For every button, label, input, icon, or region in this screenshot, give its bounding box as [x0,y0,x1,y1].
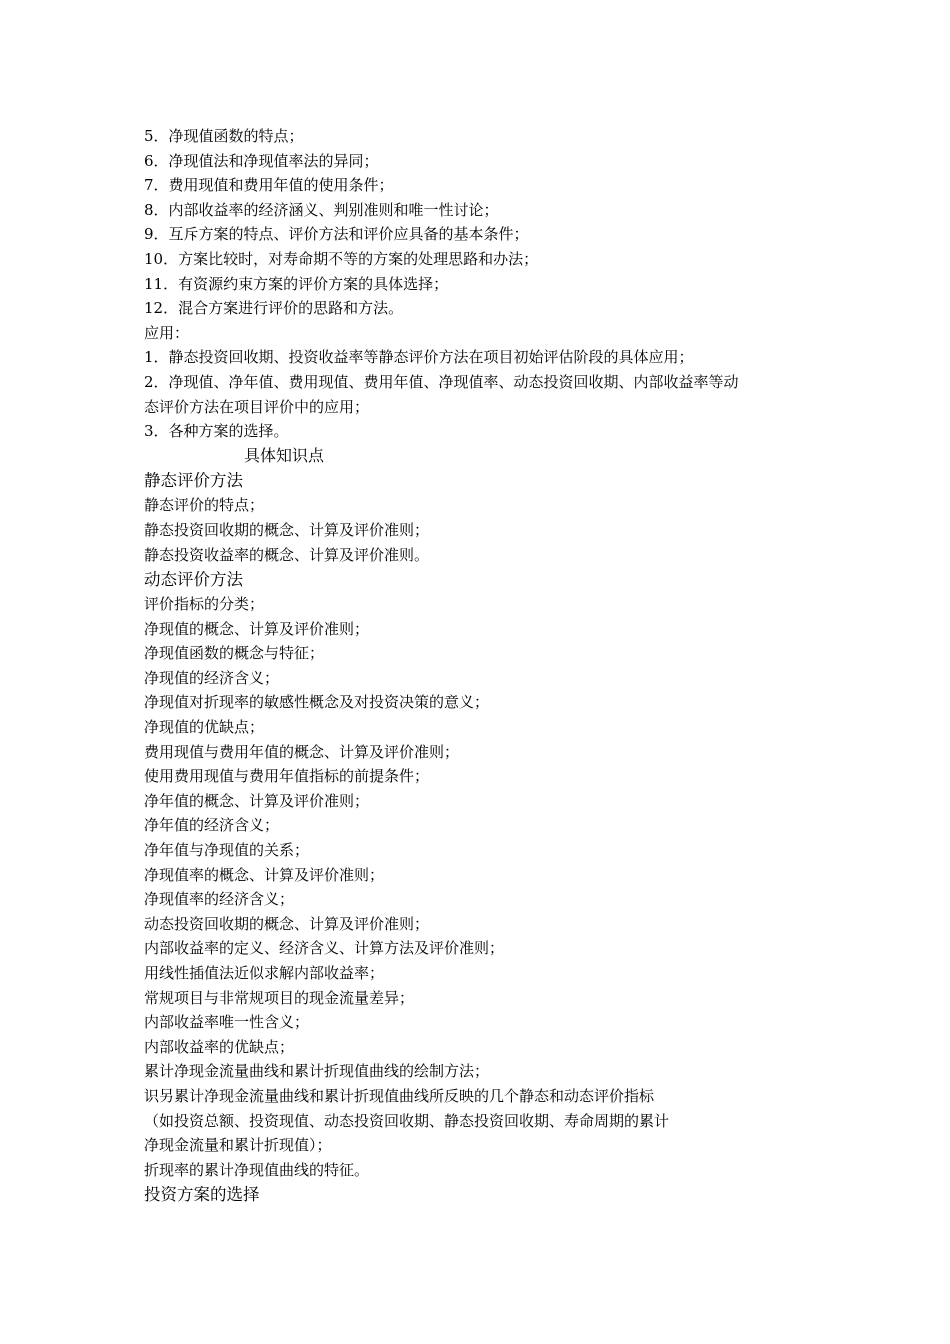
list-item: 10．方案比较时，对寿命期不等的方案的处理思路和办法； [144,249,539,268]
list-item: 用线性插值法近似求解内部收益率； [144,964,385,982]
list-item: 8．内部收益率的经济涵义、判别准则和唯一性讨论； [144,200,499,219]
list-item: 静态投资回收期的概念、计算及评价准则； [144,520,430,539]
understanding-list [144,124,824,321]
list-item: 累计净现金流量曲线和累计折现值曲线的绘制方法； [144,1062,490,1081]
list-item: 7．费用现值和费用年值的使用条件； [144,176,394,195]
list-item: 6．净现值法和净现值率法的异同； [144,151,379,170]
list-item: 净年值的经济含义； [144,816,280,835]
list-item: 5．净现值函数的特点； [144,127,304,145]
list-item: 1．静态投资回收期、投资收益率等静态评价方法在项目初始评估阶段的具体应用； [144,348,694,367]
list-item: 识另累计净现金流量曲线和累计折现值曲线所反映的几个静态和动态评价指标 [144,1086,655,1105]
list-item: 态评价方法在项目评价中的应用； [144,397,370,416]
list-item: 9．互斥方案的特点、评价方法和评价应具备的基本条件； [144,225,529,244]
list-item: 内部收益率唯一性含义； [144,1013,310,1032]
list-item: 静态评价的特点； [144,496,265,515]
dynamic-section-heading: 动态评价方法 [144,570,243,590]
list-item: 费用现值与费用年值的概念、计算及评价准则； [144,742,460,761]
list-item: 净现值率的经济含义； [144,890,295,909]
list-item: 2．净现值、净年值、费用现值、费用年值、净现值率、动态投资回收期、内部收益率等动 [144,372,739,391]
list-item: 净年值与净现值的关系； [144,841,310,860]
document-page [144,124,824,1207]
investment-section-heading: 投资方案的选择 [144,1185,260,1205]
list-item: 净现值的概念、计算及评价准则； [144,619,370,638]
list-item: 12．混合方案进行评价的思路和方法。 [144,299,404,318]
dynamic-section-list [144,592,824,1182]
application-label: 应用： [144,323,190,342]
static-section-list [144,493,824,567]
list-item: 使用费用现值与费用年值指标的前提条件； [144,767,430,786]
application-list [144,345,824,443]
list-item: 评价指标的分类； [144,595,265,614]
list-item: 净现值函数的概念与特征； [144,644,325,663]
list-item: 内部收益率的优缺点； [144,1037,295,1056]
list-item: 折现率的累计净现值曲线的特征。 [144,1160,370,1179]
list-item: （如投资总额、投资现值、动态投资回收期、静态投资回收期、寿命周期的累计 [144,1111,670,1130]
list-item: 净年值的概念、计算及评价准则； [144,791,370,810]
list-item: 净现值率的概念、计算及评价准则； [144,865,385,884]
list-item: 3．各种方案的选择。 [144,422,289,441]
list-item: 净现金流量和累计折现值）； [144,1136,332,1155]
list-item: 内部收益率的定义、经济含义、计算方法及评价准则； [144,939,505,958]
list-item: 动态投资回收期的概念、计算及评价准则； [144,914,430,933]
list-item: 净现值对折现率的敏感性概念及对投资决策的意义； [144,693,490,712]
list-item: 11．有资源约束方案的评价方案的具体选择； [144,274,449,293]
list-item: 净现值的经济含义； [144,668,280,687]
list-item: 静态投资收益率的概念、计算及评价准则。 [144,545,430,564]
knowledge-heading: 具体知识点 [244,445,325,465]
list-item: 净现值的优缺点； [144,718,265,737]
list-item: 常规项目与非常规项目的现金流量差异； [144,988,415,1007]
static-section-heading: 静态评价方法 [144,471,243,491]
